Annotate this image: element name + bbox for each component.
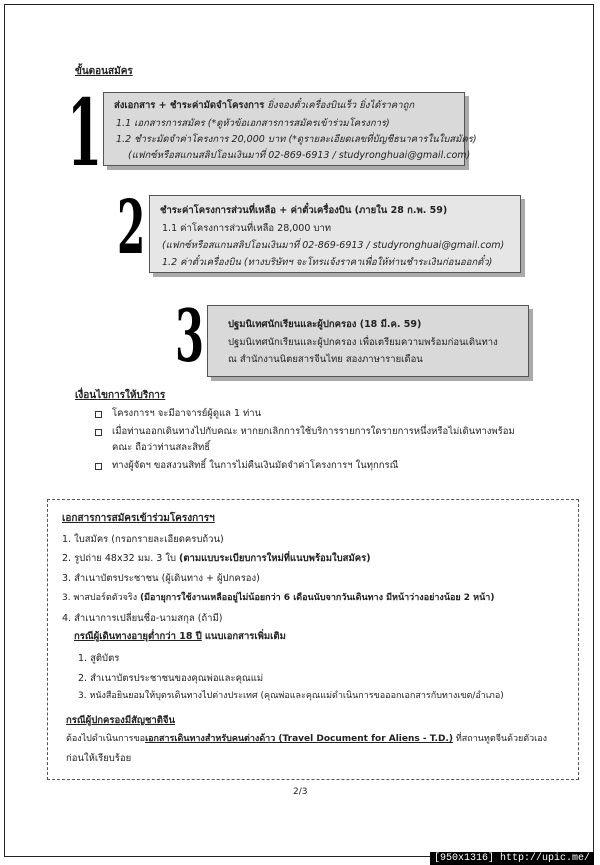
step-1-line-3: (แฟกซ์หรือสแกนสลิปโอนเงินมาที่ 02-869-6913 / studyronghuai@gmail.com) <box>128 150 471 161</box>
document-item-4: 3. พาสปอร์ตตัวจริง (มีอายุการใช้งานเหลืออยู่ไม่น้อยกว่า 6 เดือนนับจากวันเดินทาง มีหน้าว่างอย่างน้อย 2 หน้า) <box>62 593 495 603</box>
step-2-title: ชำระค่าโครงการส่วนที่เหลือ + ค่าตั๋วเครื่องบิน (ภายใน 28 ก.พ. 59) <box>160 205 448 216</box>
condition-item-1: โครงการฯ จะมีอาจารย์ผู้ดูแล 1 ท่าน <box>112 408 262 419</box>
condition-item-2-cont: คณะ ถือว่าท่านสละสิทธิ์ <box>112 442 211 453</box>
step-1-number: 1 <box>67 79 103 187</box>
bullet-icon <box>95 429 102 436</box>
documents-box <box>47 499 579 780</box>
step-2-line-1: 1.1 ค่าโครงการส่วนที่เหลือ 28,000 บาท <box>162 223 332 234</box>
conditions-heading: เงื่อนไขการให้บริการ <box>75 390 166 401</box>
steps-heading: ขั้นตอนสมัคร <box>75 66 133 77</box>
minor-item-1: 1. สูติบัตร <box>78 653 120 664</box>
step-1-box <box>103 92 477 166</box>
chinese-parent-line-1: ต้องไปดำเนินการขอเอกสารเดินทางสำหรับคนต่างด้าว (Travel Document for Aliens - T.D.) ที่สถานทูตจีนด้วยตัวเอง <box>66 734 548 744</box>
watermark-footer: [950x1316] http://upic.me/ <box>430 852 594 865</box>
bullet-icon <box>95 463 102 470</box>
minor-item-3: 3. หนังสือยินยอมให้บุตรเดินทางไปต่างประเทศ (คุณพ่อและคุณแม่ดำเนินการขอออกเอกสารกับทางเขต/อำเภอ) <box>78 691 504 701</box>
step-1-line-1: 1.1 เอกสารการสมัคร (*ดูหัวข้อเอกสารการสมัครเข้าร่วมโครงการ) <box>116 118 390 129</box>
minor-heading: กรณีผู้เดินทางอายุต่ำกว่า 18 ปี แนบเอกสารเพิ่มเติม <box>74 631 286 642</box>
document-page <box>4 4 594 857</box>
step-1-line-2: 1.2 ชำระมัดจำค่าโครงการ 20,000 บาท (*ดูรายละเอียดเลขที่บัญชีธนาคารในใบสมัคร) <box>116 134 477 145</box>
step-2-line-2: (แฟกซ์หรือสแกนสลิปโอนเงินมาที่ 02-869-6913 / studyronghuai@gmail.com) <box>162 240 505 251</box>
chinese-parent-heading: กรณีผู้ปกครองมีสัญชาติจีน <box>66 715 175 726</box>
chinese-parent-line-2: ก่อนให้เรียบร้อย <box>66 753 132 764</box>
condition-item-3: ทางผู้จัดฯ ขอสงวนสิทธิ์ ในการไม่คืนเงินมัดจำค่าโครงการฯ ในทุกกรณี <box>112 460 399 471</box>
step-3-line-2: ณ สำนักงานนิตยสารจีนไทย สองภาษารายเดือน <box>228 354 423 365</box>
step-2-box <box>149 195 521 273</box>
step-2-number: 2 <box>117 185 146 271</box>
bullet-icon <box>95 411 102 418</box>
condition-item-2: เมื่อท่านออกเดินทางไปกับคณะ หากยกเลิกการใช้บริการรายการใดรายการหนึ่งหรือไม่เดินทางพร้อม <box>112 426 515 437</box>
document-item-3: 3. สำเนาบัตรประชาชน (ผู้เดินทาง + ผู้ปกครอง) <box>62 573 260 584</box>
step-3-line-1: ปฐมนิเทศนักเรียนและผู้ปกครอง เพื่อเตรียมความพร้อมก่อนเดินทาง <box>228 337 498 348</box>
step-1-note: ยิ่งจองตั๋วเครื่องบินเร็ว ยิ่งได้ราคาถูก <box>267 100 415 111</box>
document-item-2: 2. รูปถ่าย 48x32 มม. 3 ใบ (ตามแบบระเบียบการใหม่ที่แนบพร้อมใบสมัคร) <box>62 553 371 564</box>
document-item-1: 1. ใบสมัคร (กรอกรายละเอียดครบถ้วน) <box>62 534 224 545</box>
document-item-5: 4. สำเนาการเปลี่ยนชื่อ-นามสกุล (ถ้ามี) <box>62 613 223 624</box>
step-1-title: ส่งเอกสาร + ชำระค่ามัดจำโครงการ <box>114 100 265 111</box>
step-3-box <box>207 305 529 377</box>
step-3-title: ปฐมนิเทศนักเรียนและผู้ปกครอง (18 มี.ค. 59) <box>228 319 422 330</box>
page-number: 2/3 <box>293 787 308 797</box>
minor-item-2: 2. สำเนาบัตรประชาชนของคุณพ่อและคุณแม่ <box>78 673 264 684</box>
step-3-number: 3 <box>175 293 205 378</box>
step-2-line-3: 1.2 ค่าตั๋วเครื่องบิน (ทางบริษัทฯ จะโทรแจ้งราคาเพื่อให้ท่านชำระเงินก่อนออกตั๋ว) <box>162 257 493 268</box>
documents-heading: เอกสารการสมัครเข้าร่วมโครงการฯ <box>62 513 215 524</box>
